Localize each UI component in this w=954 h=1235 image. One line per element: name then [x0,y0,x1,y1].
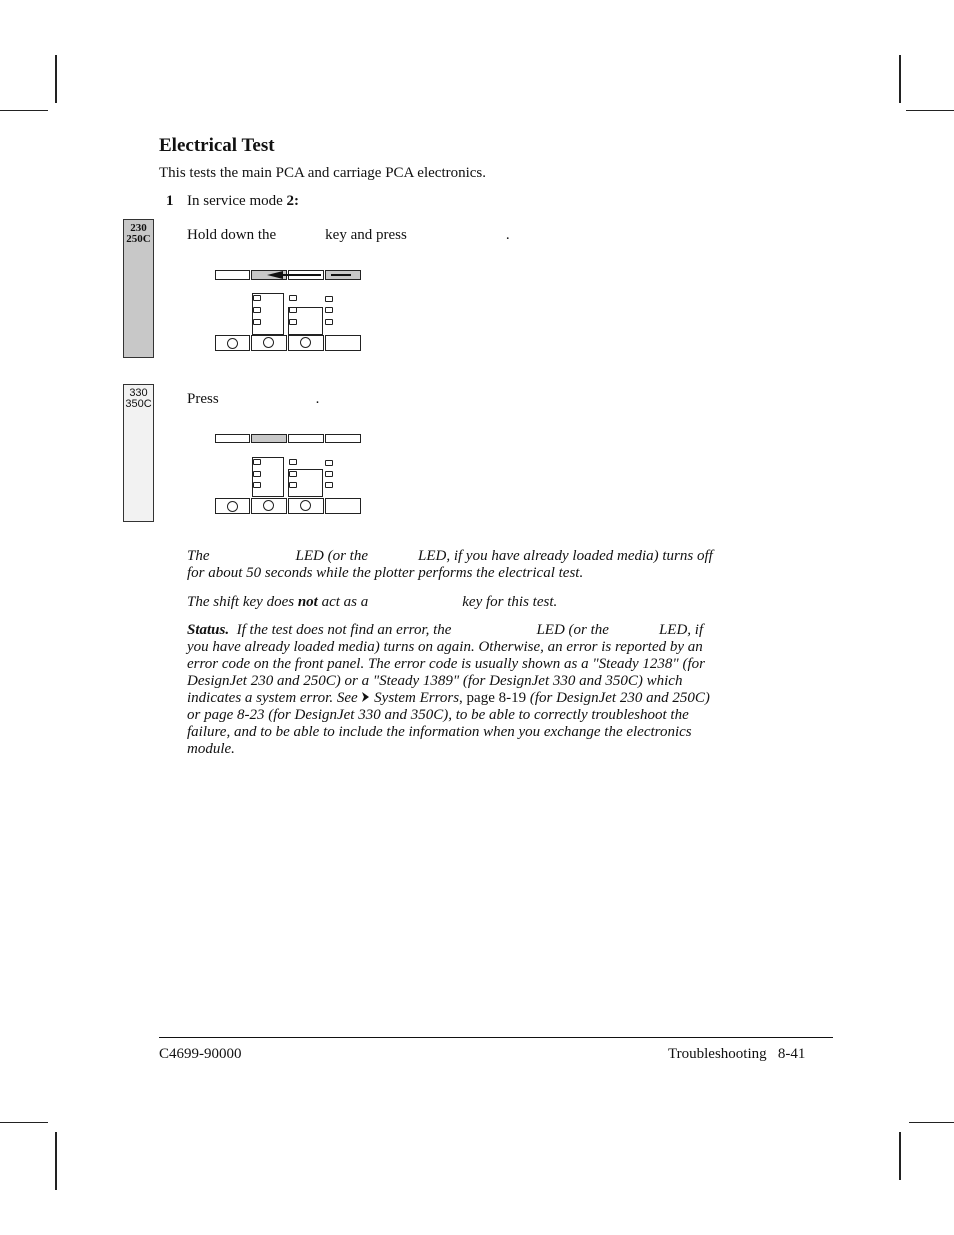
panel-led [289,482,297,488]
panel-led [325,296,333,302]
panel-led [325,471,333,477]
intro-text: This tests the main PCA and carriage PCA electronics. [159,165,487,181]
panel-button [227,338,238,349]
note-text: LED, if you have already loaded media) turns off [418,548,713,564]
shift-key-note [187,594,792,611]
status-text: error code on the front panel. The error code is usually shown as a "Steady 1238" (for [187,656,705,672]
status-text: you have already loaded media) turns on again. Otherwise, an error is reported by an [187,639,703,655]
status-paragraph [187,622,797,758]
model-number: 250C [126,233,151,245]
model-tab-230-250c [123,219,154,358]
link-page[interactable]: , page 8-19 [459,690,527,706]
panel-led [289,295,297,301]
status-text: module. [187,741,235,757]
model-number: 230 [130,222,147,234]
section-title: Electrical Test [159,135,275,156]
panel-button [263,337,274,348]
instruction-text: . [315,391,320,407]
note-text: act as a [317,594,369,610]
crop-mark [55,1132,57,1190]
panel-led [325,482,333,488]
arrow-left-icon [267,271,323,280]
status-text: If the test does not find an error, the [236,622,452,638]
status-label: Status. [187,622,230,638]
cross-reference-link[interactable] [374,690,526,706]
service-mode: 2: [286,193,300,209]
panel-key [325,434,361,443]
document-number: C4699-90000 [159,1046,242,1062]
panel-led [325,460,333,466]
panel-key [215,270,250,280]
arrow-bullet-icon [361,691,370,703]
crop-mark [0,110,48,111]
step-number: 1 [166,193,174,209]
panel-led [289,319,297,325]
panel-led [253,295,261,301]
status-text: (for DesignJet 230 and 250C) [526,690,710,706]
status-text: DesignJet 230 and 250C) or a "Steady 1389" (for DesignJet 330 and 350C) which [187,673,683,689]
crop-mark [899,55,901,103]
status-text: LED, if [658,622,704,638]
crop-mark [906,110,954,111]
status-text: LED (or the [536,622,609,638]
panel-led [253,471,261,477]
instruction-b [187,391,319,408]
panel-led [253,482,261,488]
panel-key [251,434,287,443]
panel-led [325,307,333,313]
model-number: 330 [129,387,148,399]
status-text: failure, and to be able to include the information when you exchange the electronics [187,724,692,740]
panel-key [325,335,361,351]
test-note [187,548,792,582]
note-text: key for this test. [462,594,558,610]
front-panel-icon [215,434,361,516]
panel-led [253,319,261,325]
model-tab-330-350c [123,384,154,522]
crop-mark [899,1132,901,1180]
panel-led [253,307,261,313]
panel-button [300,337,311,348]
instruction-text: Hold down the [187,227,277,243]
footer-rule [159,1037,833,1038]
panel-led [253,459,261,465]
crop-mark [909,1122,954,1123]
note-text: The [187,548,210,564]
model-number: 350C [125,398,152,410]
page-number: 8-41 [777,1046,806,1062]
note-text: for about 50 seconds while the plotter performs the electrical test. [187,565,584,581]
footer-section [668,1046,805,1063]
instruction-text: key and press [325,227,407,243]
panel-key [325,498,361,514]
instruction-a [187,227,510,244]
front-panel-icon [215,270,361,352]
crop-mark [55,55,57,103]
crop-mark [0,1122,48,1123]
panel-led [289,471,297,477]
status-text: or page 8-23 (for DesignJet 330 and 350C), to be able to correctly troubleshoot the [187,707,689,723]
panel-button [300,500,311,511]
panel-key [215,434,250,443]
panel-led [325,319,333,325]
instruction-text: . [505,227,510,243]
note-text: The shift key does [187,594,298,610]
step-label: In service mode [187,193,287,209]
step-text [187,193,299,210]
status-text: indicates a system error. See [187,690,358,706]
note-text: LED (or the [295,548,368,564]
dash-icon [331,273,353,277]
instruction-text: Press [187,391,219,407]
panel-button [263,500,274,511]
panel-key [288,434,324,443]
note-emphasis: not [297,594,318,610]
panel-led [289,459,297,465]
panel-button [227,501,238,512]
section-name: Troubleshooting [668,1046,767,1062]
panel-led [289,307,297,313]
link-title[interactable]: System Errors [374,690,460,706]
